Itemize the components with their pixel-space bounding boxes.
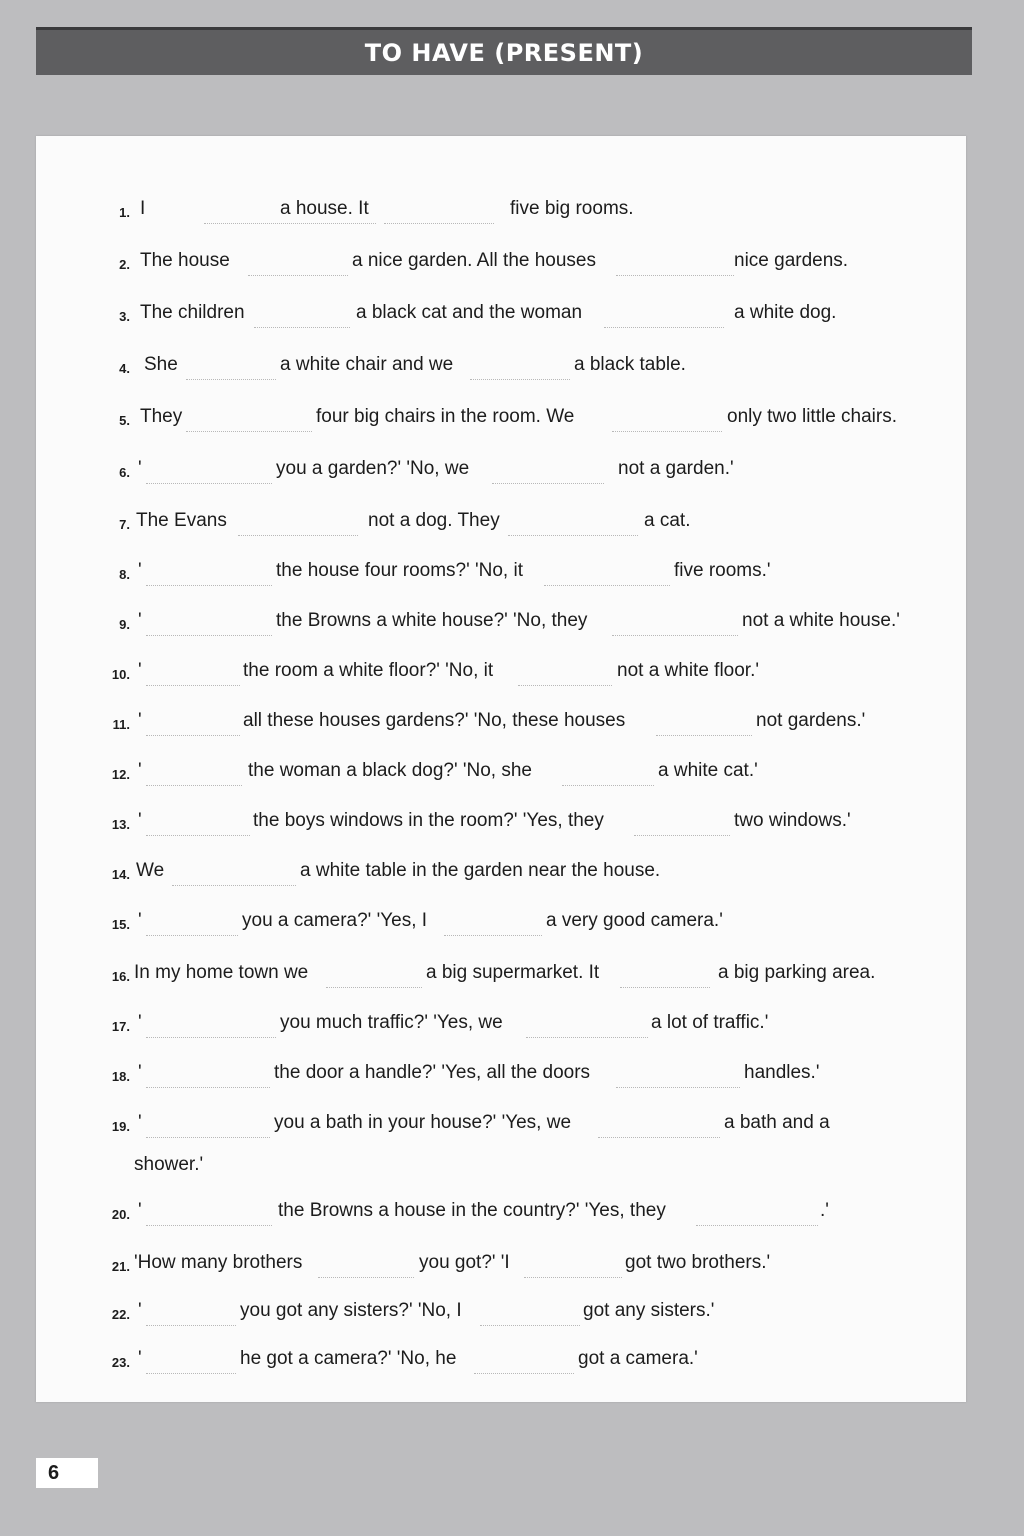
answer-blank[interactable] <box>470 379 570 380</box>
answer-blank[interactable] <box>146 585 272 586</box>
exercise-item <box>100 998 926 1038</box>
answer-blank[interactable] <box>186 431 312 432</box>
item-text: ' <box>138 458 142 479</box>
item-text: ' <box>138 560 142 581</box>
item-text: 'How many brothers <box>134 1252 303 1273</box>
item-text: five big rooms. <box>510 198 634 219</box>
item-text: She <box>144 354 178 375</box>
answer-blank[interactable] <box>444 935 542 936</box>
item-number: 9. <box>119 617 130 632</box>
exercise-sheet <box>36 136 966 1402</box>
item-text: ' <box>138 1348 142 1369</box>
answer-blank[interactable] <box>238 535 358 536</box>
item-number: 5. <box>119 413 130 428</box>
exercise-item <box>100 392 926 432</box>
item-text: ' <box>138 1062 142 1083</box>
exercise-item <box>100 496 926 536</box>
item-text: the woman a black dog?' 'No, she <box>248 760 532 781</box>
item-text: a bath and a <box>724 1112 830 1133</box>
item-number: 14. <box>111 867 130 882</box>
answer-blank[interactable] <box>204 223 376 224</box>
answer-blank[interactable] <box>508 535 638 536</box>
item-text: the room a white floor?' 'No, it <box>243 660 494 681</box>
answer-blank[interactable] <box>518 685 612 686</box>
answer-blank[interactable] <box>656 735 752 736</box>
answer-blank[interactable] <box>318 1277 414 1278</box>
item-text: ' <box>138 1112 142 1133</box>
exercise-item <box>100 1098 926 1138</box>
item-text: ' <box>138 710 142 731</box>
answer-blank[interactable] <box>172 885 296 886</box>
item-text: The Evans <box>136 510 227 531</box>
item-number: 1. <box>119 205 130 220</box>
answer-blank[interactable] <box>146 1373 236 1374</box>
item-text: ' <box>138 760 142 781</box>
item-text: a big parking area. <box>718 962 876 983</box>
answer-blank[interactable] <box>186 379 276 380</box>
exercise-item <box>100 596 926 636</box>
answer-blank[interactable] <box>474 1373 574 1374</box>
item-text: a house. It <box>280 198 369 219</box>
item-number: 22. <box>111 1307 130 1322</box>
item-text: We <box>136 860 165 881</box>
answer-blank[interactable] <box>146 735 240 736</box>
item-text: They <box>140 406 183 427</box>
item-text: a white table in the garden near the house. <box>300 860 661 881</box>
item-number: 10. <box>111 667 130 682</box>
item-text: the Browns a white house?' 'No, they <box>276 610 588 631</box>
item-text: nice gardens. <box>734 250 849 271</box>
exercise-item <box>100 696 926 736</box>
answer-blank[interactable] <box>480 1325 580 1326</box>
item-number: 6. <box>119 465 130 480</box>
exercise-item <box>100 236 926 276</box>
exercise-item <box>100 1140 926 1180</box>
answer-blank[interactable] <box>604 327 724 328</box>
answer-blank[interactable] <box>326 987 422 988</box>
item-text: a nice garden. All the houses <box>352 250 597 271</box>
item-number: 8. <box>119 567 130 582</box>
exercise-item <box>100 184 926 224</box>
item-text: ' <box>138 1300 142 1321</box>
item-text: ' <box>138 1200 142 1221</box>
item-text: a big supermarket. It <box>426 962 600 983</box>
answer-blank[interactable] <box>146 785 242 786</box>
item-text: you got any sisters?' 'No, I <box>240 1300 462 1321</box>
item-text: .' <box>820 1200 829 1221</box>
item-text: five rooms.' <box>674 560 771 581</box>
exercise-item <box>100 1186 926 1226</box>
item-number: 23. <box>111 1355 130 1370</box>
item-number: 17. <box>111 1019 130 1034</box>
answer-blank[interactable] <box>524 1277 622 1278</box>
exercise-item <box>100 796 926 836</box>
item-text: you a camera?' 'Yes, I <box>242 910 428 931</box>
item-text: four big chairs in the room. We <box>316 406 575 427</box>
answer-blank[interactable] <box>146 483 272 484</box>
item-number: 16. <box>111 969 130 984</box>
item-text: not a white floor.' <box>617 660 759 681</box>
item-text: he got a camera?' 'No, he <box>240 1348 457 1369</box>
exercise-item <box>100 846 926 886</box>
answer-blank[interactable] <box>248 275 348 276</box>
item-text: not a garden.' <box>618 458 734 479</box>
item-text: ' <box>138 910 142 931</box>
item-text: a black table. <box>574 354 686 375</box>
item-text: not a dog. They <box>368 510 500 531</box>
item-text: ' <box>138 660 142 681</box>
exercise-item <box>100 444 926 484</box>
answer-blank[interactable] <box>254 327 350 328</box>
exercise-item <box>100 1048 926 1088</box>
item-text: a black cat and the woman <box>356 302 583 323</box>
item-number: 4. <box>119 361 130 376</box>
item-text: The house <box>140 250 230 271</box>
item-text: only two little chairs. <box>727 406 898 427</box>
answer-blank[interactable] <box>146 1225 272 1226</box>
answer-blank[interactable] <box>526 1037 648 1038</box>
item-number: 12. <box>111 767 130 782</box>
item-text: a white cat.' <box>658 760 758 781</box>
item-text: all these houses gardens?' 'No, these houses <box>243 710 626 731</box>
item-text: the Browns a house in the country?' 'Yes, they <box>278 1200 666 1221</box>
item-number: 2. <box>119 257 130 272</box>
answer-blank[interactable] <box>598 1137 720 1138</box>
exercise-item <box>100 340 926 380</box>
answer-blank[interactable] <box>146 1037 276 1038</box>
item-text: The children <box>140 302 245 323</box>
answer-blank[interactable] <box>616 1087 740 1088</box>
item-text: In my home town we <box>134 962 309 983</box>
answer-blank[interactable] <box>620 987 710 988</box>
item-number: 13. <box>111 817 130 832</box>
exercise-item <box>100 1286 926 1326</box>
answer-blank[interactable] <box>146 635 272 636</box>
item-text: a cat. <box>644 510 691 531</box>
item-text: not a white house.' <box>742 610 900 631</box>
item-text: got any sisters.' <box>583 1300 715 1321</box>
answer-blank[interactable] <box>562 785 654 786</box>
item-text: I <box>140 198 146 219</box>
item-number: 7. <box>119 517 130 532</box>
item-text: a white chair and we <box>280 354 454 375</box>
item-number: 20. <box>111 1207 130 1222</box>
item-number: 21. <box>111 1259 130 1274</box>
answer-blank[interactable] <box>146 1087 270 1088</box>
answer-blank[interactable] <box>146 685 240 686</box>
answer-blank[interactable] <box>634 835 730 836</box>
item-number: 18. <box>111 1069 130 1084</box>
item-text: a white dog. <box>734 302 837 323</box>
item-number: 19. <box>111 1119 130 1134</box>
exercise-item <box>100 546 926 586</box>
item-text: got a camera.' <box>578 1348 698 1369</box>
item-text: shower.' <box>134 1154 204 1175</box>
item-text: the door a handle?' 'Yes, all the doors <box>274 1062 591 1083</box>
item-text: you a bath in your house?' 'Yes, we <box>274 1112 572 1133</box>
answer-blank[interactable] <box>146 1325 236 1326</box>
answer-blank[interactable] <box>544 585 670 586</box>
answer-blank[interactable] <box>146 1137 270 1138</box>
item-text: a lot of traffic.' <box>651 1012 769 1033</box>
item-number: 3. <box>119 309 130 324</box>
item-text: not gardens.' <box>756 710 866 731</box>
item-number: 11. <box>112 717 130 732</box>
item-text: a very good camera.' <box>546 910 723 931</box>
item-text: ' <box>138 610 142 631</box>
exercise-item <box>100 1238 926 1278</box>
item-text: the boys windows in the room?' 'Yes, they <box>253 810 604 831</box>
answer-blank[interactable] <box>612 635 738 636</box>
item-text: ' <box>138 810 142 831</box>
answer-blank[interactable] <box>696 1225 818 1226</box>
answer-blank[interactable] <box>492 483 604 484</box>
answer-blank[interactable] <box>616 275 734 276</box>
answer-blank[interactable] <box>146 935 238 936</box>
section-banner <box>36 27 972 75</box>
item-number: 15. <box>111 917 130 932</box>
exercise-list <box>36 136 966 1402</box>
item-text: ' <box>138 1012 142 1033</box>
item-text: handles.' <box>744 1062 820 1083</box>
item-text: you got?' 'I <box>419 1252 510 1273</box>
page-number: 6 <box>36 1458 98 1488</box>
exercise-item <box>100 646 926 686</box>
exercise-item <box>100 288 926 328</box>
exercise-item <box>100 746 926 786</box>
item-text: the house four rooms?' 'No, it <box>276 560 523 581</box>
item-text: you a garden?' 'No, we <box>276 458 470 479</box>
item-text: two windows.' <box>734 810 851 831</box>
exercise-item <box>100 1334 926 1374</box>
answer-blank[interactable] <box>146 835 250 836</box>
answer-blank[interactable] <box>612 431 722 432</box>
page-title: TO HAVE (PRESENT) <box>364 38 644 67</box>
exercise-item <box>100 896 926 936</box>
item-text: got two brothers.' <box>625 1252 771 1273</box>
exercise-item <box>100 948 926 988</box>
item-text: you much traffic?' 'Yes, we <box>280 1012 503 1033</box>
answer-blank[interactable] <box>384 223 494 224</box>
